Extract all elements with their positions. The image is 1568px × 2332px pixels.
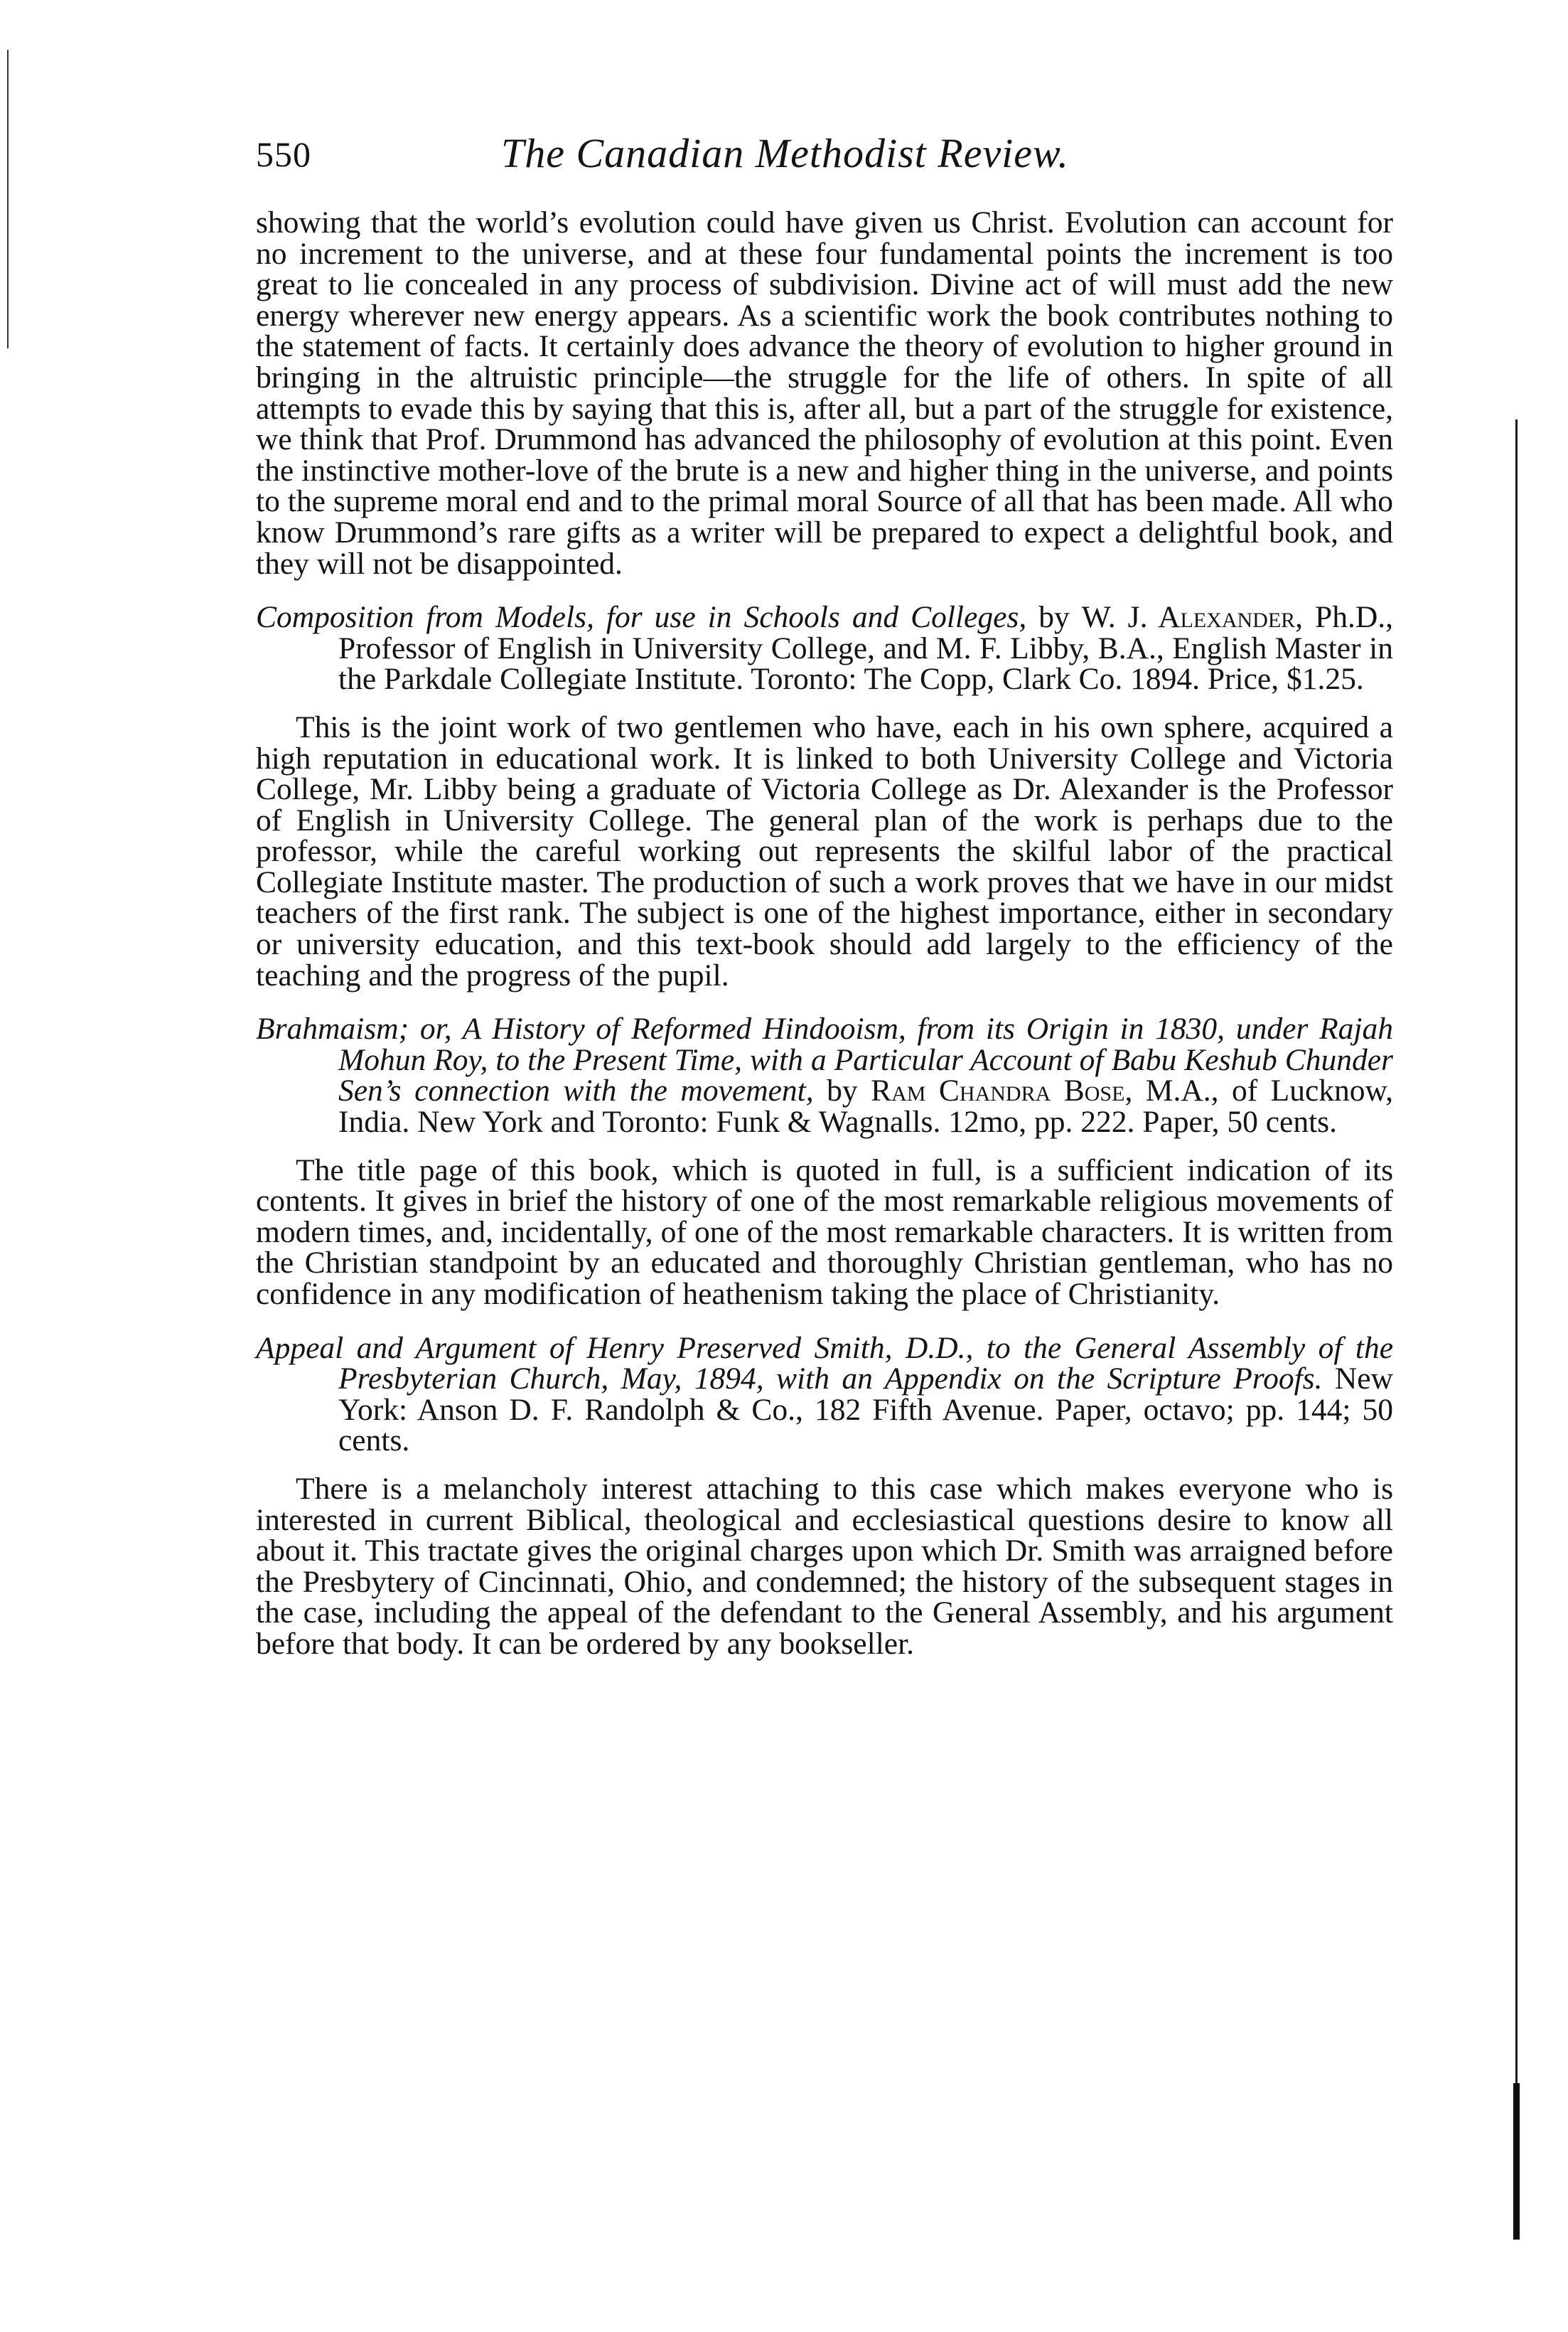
citation-details: , Ph.D., Professor of English in University College, and M. F. Libby, B.A., English Master in the Parkdale Collegiate Institute. Toronto: The Copp, Clark Co. 1894. Price, $1.25. [338, 600, 1394, 697]
book-title: Brahmaism; or, A History of Reformed Hindooism, from its Origin in 1830, under Rajah Mohun Roy, to the Present Time, with a Particular Account of Babu Keshub Chunder Sen’s connection with the movement, [256, 1012, 1393, 1108]
book-citation-brahmaism [256, 1014, 1393, 1138]
journal-title: The Canadian Methodist Review. [501, 130, 1069, 176]
page-content [256, 205, 1394, 1661]
page-number: 550 [256, 134, 311, 174]
review-body-appeal-and-argument: There is a melancholy interest attaching to this case which makes everyone who is interested in current Biblical, theological and ecclesiastical questions desire to know all about it. This tractate gives the original charges upon which Dr. Smith was arraigned before the Presbytery of Cincinnati, Ohio, and condemned; the history of the subsequent stages in the case, including the appeal of the defendant to the General Assembly, and his argument before that body. It can be ordered by any bookseller. [256, 1471, 1393, 1661]
book-author: Ram Chandra Bose [871, 1074, 1125, 1108]
review-body-composition-from-models: This is the joint work of two gentlemen who have, each in his own sphere, acquired a high reputation in educational work. It is linked to both University College and Victoria College, Mr. Libby being a graduate of Victoria College as Dr. Alexander is the Professor of English in University College. The general plan of the work is perhaps due to the professor, while the careful working out represents the skilful labor of the practical Collegiate Institute master. The production of such a work proves that we have in our midst teachers of the first rank. The subject is one of the highest importance, either in secondary or university education, and this text-book should add largely to the efficiency of the teaching and the progress of the pupil. [256, 710, 1393, 993]
scan-edge-left [7, 50, 9, 348]
book-citation-composition-from-models [256, 602, 1393, 695]
book-title: Composition from Models, for use in Schools and Colleges, [256, 600, 1027, 635]
book-author: W. J. Alexander [1081, 600, 1296, 635]
continuation-paragraph: showing that the world’s evolution could have given us Christ. Evolution can account for no increment to the universe, and at these four fundamental points the increment is too great to lie concealed in any process of subdivision. Divine act of will must add the new energy wherever new energy appears. As a scientific work the book contributes nothing to the statement of facts. It certainly does advance the theory of evolution to higher ground in bringing in the altruistic principle—the struggle for the life of others. In spite of all attempts to evade this by saying that this is, after all, but a part of the struggle for existence, we think that Prof. Drummond has advanced the philosophy of evolution at this point. Even the instinctive mother-love of the brute is a new and higher thing in the universe, and points to the supreme moral end and to the primal moral Source of all that has been made. All who know Drummond’s rare gifts as a writer will be prepared to expect a delightful book, and they will not be disappointed. [256, 205, 1393, 581]
citation-details: New York: Anson D. F. Randolph & Co., 182 Fifth Avenue. Paper, octavo; pp. 144; 50 cents. [338, 1362, 1394, 1458]
book-citation-appeal-and-argument [256, 1330, 1394, 1458]
citation-by: by [813, 1074, 871, 1108]
scan-edge-right [1515, 419, 1518, 2240]
scan-edge-right-bottom [1513, 2083, 1520, 2240]
review-body-brahmaism: The title page of this book, which is quoted in full, is a sufficient indication of its contents. It gives in brief the history of one of the most remarkable religious movements of modern times, and, incidentally, of one of the most remarkable characters. It is written from the Christian standpoint by an educated and thoroughly Christian gentleman, who has no confidence in any modification of heathenism taking the place of Christianity. [256, 1152, 1393, 1311]
running-head [256, 127, 1407, 183]
page-bottom-margin [256, 2140, 1393, 2282]
book-title: Appeal and Argument of Henry Preserved Smith, D.D., to the General Assembly of the Presbyterian Church, May, 1894, with an Appendix on the Scripture Proofs. [256, 1330, 1393, 1396]
citation-details: , M.A., of Lucknow, India. New York and Toronto: Funk & Wagnalls. 12mo, pp. 222. Paper, 50 cents. [338, 1074, 1394, 1140]
citation-by: by [1026, 600, 1082, 635]
